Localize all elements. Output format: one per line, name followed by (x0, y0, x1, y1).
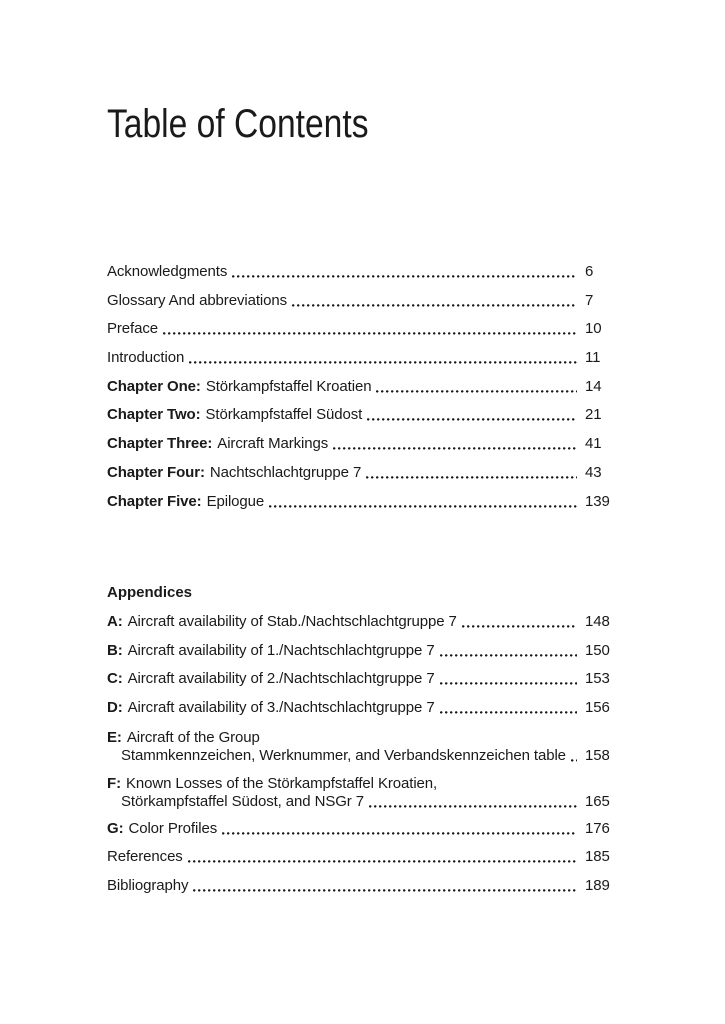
page-title: Table of Contents (107, 102, 369, 146)
entry-page-number: 41 (585, 435, 602, 453)
dot-leader (440, 654, 577, 657)
entry-title: Color Profiles (128, 819, 218, 837)
appendices-heading: Appendices (107, 584, 193, 602)
toc-entry-row (107, 642, 618, 660)
entry-label: Chapter Five: (107, 492, 202, 510)
toc-main-list (107, 263, 618, 511)
entry-page-number: 7 (585, 291, 594, 309)
toc-entry-row-line2 (121, 747, 618, 765)
entry-title: Introduction (107, 349, 185, 367)
entry-title: Aircraft Markings (217, 435, 329, 453)
dot-leader (440, 682, 577, 685)
entry-page-number: 185 (585, 848, 610, 866)
toc-entry-row (107, 613, 618, 631)
entry-page-number: 43 (585, 463, 602, 481)
dot-leader (376, 390, 577, 393)
entry-title: Epilogue (206, 492, 265, 510)
entry-page-number: 150 (585, 641, 610, 659)
entry-label: D: (107, 698, 123, 716)
toc-appendices-list (107, 613, 618, 895)
toc-entry-row-line2 (121, 793, 618, 811)
entry-label: Chapter Four: (107, 463, 205, 481)
toc-entry-row (107, 699, 618, 717)
dot-leader (367, 418, 577, 421)
dot-leader (222, 832, 577, 835)
dot-leader (188, 860, 577, 863)
entry-label: Chapter Three: (107, 435, 213, 453)
entry-label: Chapter Two: (107, 406, 201, 424)
entry-title: Known Losses of the Störkampfstaffel Kroatien, (125, 774, 438, 792)
toc-entry-row (107, 349, 618, 367)
dot-leader (189, 361, 577, 364)
toc-entry-row (107, 406, 618, 424)
entry-title: Aircraft availability of Stab./Nachtschlachtgruppe 7 (127, 612, 457, 630)
entry-title-continuation: Störkampfstaffel Südost, and NSGr 7 (121, 792, 365, 810)
entry-page-number: 156 (585, 698, 610, 716)
toc-entry-row (107, 877, 618, 895)
toc-entry-row-line1 (107, 774, 618, 793)
entry-page-number: 21 (585, 406, 602, 424)
toc-entry-multiline (107, 728, 618, 765)
toc-entry-multiline (107, 774, 618, 811)
toc-entry-row-line1 (107, 728, 618, 747)
entry-label: F: (107, 774, 121, 792)
dot-leader (333, 447, 577, 450)
entry-title: Aircraft of the Group (126, 728, 260, 746)
toc-entry-row (107, 435, 618, 453)
dot-leader (163, 332, 577, 335)
entry-page-number: 11 (585, 349, 601, 367)
dot-leader (269, 505, 577, 508)
entry-page-number: 14 (585, 377, 602, 395)
entry-title: Störkampfstaffel Kroatien (205, 377, 372, 395)
entry-title: Glossary And abbreviations (107, 291, 288, 309)
entry-page-number: 6 (585, 263, 594, 280)
entry-page-number: 10 (585, 320, 602, 338)
entry-page-number: 148 (585, 612, 610, 630)
entry-title: Aircraft availability of 1./Nachtschlachtgruppe 7 (127, 641, 435, 659)
dot-leader (232, 275, 577, 278)
entry-page-number: 153 (585, 670, 610, 688)
entry-title: References (107, 848, 183, 866)
page-content (107, 0, 618, 906)
dot-leader (571, 759, 577, 762)
entry-page-number: 189 (585, 877, 610, 894)
dot-leader (440, 711, 577, 714)
dot-leader (292, 304, 577, 307)
toc-entry-row (107, 493, 618, 511)
entry-title: Preface (107, 320, 158, 338)
toc-entry-row (107, 378, 618, 396)
entry-title: Bibliography (107, 877, 189, 894)
entry-label: A: (107, 612, 123, 630)
entry-title: Störkampfstaffel Südost (205, 406, 363, 424)
entry-page-number: 139 (585, 492, 610, 510)
entry-title-continuation: Stammkennzeichen, Werknummer, and Verbandskennzeichen table (121, 746, 566, 764)
entry-page-number: 158 (585, 746, 610, 764)
entry-label: C: (107, 670, 123, 688)
entry-label: B: (107, 641, 123, 659)
entry-title: Acknowledgments (107, 263, 228, 280)
entry-label: Chapter One: (107, 377, 201, 395)
entry-label: G: (107, 819, 124, 837)
toc-entry-row (107, 848, 618, 866)
toc-entry-row (107, 670, 618, 688)
entry-page-number: 165 (585, 792, 610, 810)
entry-label: E: (107, 728, 122, 746)
entry-title: Aircraft availability of 2./Nachtschlachtgruppe 7 (127, 670, 435, 688)
toc-entry-row (107, 292, 618, 310)
dot-leader (193, 889, 577, 892)
toc-entry-row (107, 263, 618, 281)
toc-entry-row (107, 464, 618, 482)
toc-entry-row (107, 820, 618, 838)
dot-leader (462, 625, 577, 628)
entry-page-number: 176 (585, 819, 610, 837)
entry-title: Aircraft availability of 3./Nachtschlachtgruppe 7 (127, 698, 435, 716)
toc-entry-row (107, 320, 618, 338)
dot-leader (366, 476, 577, 479)
entry-title: Nachtschlachtgruppe 7 (209, 463, 362, 481)
dot-leader (369, 805, 577, 808)
